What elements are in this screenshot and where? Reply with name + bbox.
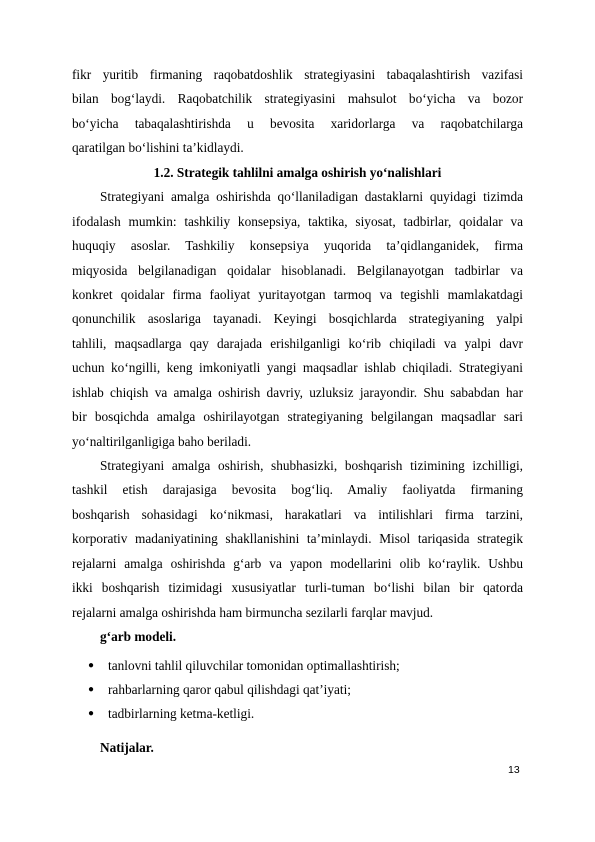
subheading: g‘arb modeli.	[100, 629, 177, 645]
bullet-icon: ●	[88, 707, 95, 719]
list-item-text: tadbirlarning ketma-ketligi.	[108, 705, 255, 721]
results-heading: Natijalar.	[100, 739, 154, 755]
bullet-list	[72, 654, 523, 726]
text-line: bilan bog‘laydi. Raqobatchilik strategiyasini mahsulot bo‘yicha va bozor	[72, 91, 523, 107]
text-line: ifodalash mumkin: tashkiliy konsepsiya, taktika, siyosat, tadbirlar, qoidalar va	[72, 213, 523, 229]
paragraph-3	[72, 454, 523, 625]
text-line: uchun ko‘ngilli, keng imkoniyatli yangi maqsadlar ishlab chiqiladi. Strategiyani	[72, 360, 523, 376]
paragraph-2	[72, 185, 523, 454]
paragraph-1	[72, 63, 523, 161]
text-line: Strategiyani amalga oshirish, shubhasizki, boshqarish tizimining izchilligi,	[100, 458, 523, 473]
list-item	[72, 654, 523, 678]
list-item	[72, 702, 523, 726]
section-title: 1.2. Strategik tahlilni amalga oshirish yo‘nalishlari	[153, 164, 442, 180]
text-line: rejalarni amalga oshirishda ham birmuncha sezilarli farqlar mavjud.	[72, 604, 434, 620]
text-line: boshqarish sohasidagi ko‘nikmasi, harakatlari va intilishlari firma tarzini,	[72, 506, 523, 522]
text-line: qonunchilik asoslariga tayanadi. Keyingi bosqichlarda strategiyaning yalpi	[72, 311, 523, 327]
list-item-text: tanlovni tahlil qiluvchilar tomonidan optimallashtirish;	[108, 657, 400, 673]
text-line: ikki boshqarish tizimidagi xususiyatlar turli-tuman bo‘lishi bilan bir qatorda	[72, 580, 523, 596]
text-line: ishlab chiqish va amalga oshirish davriy, uzluksiz jarayondir. Shu sababdan har	[72, 384, 523, 400]
text-line: miqyosida belgilanadigan qoidalar hisoblanadi. Belgilanayotgan tadbirlar va	[72, 262, 523, 278]
list-item	[72, 678, 523, 702]
bullet-icon: ●	[88, 683, 95, 695]
document-body	[72, 63, 523, 760]
text-line: korporativ madaniyatining shakllanishini ta’minlaydi. Misol tariqasida strategik	[72, 531, 523, 547]
text-line: tashkil etish darajasiga bevosita bog‘liq. Amaliy faoliyatda firmaning	[72, 482, 523, 498]
text-line: bo‘yicha tabaqalashtirishda u bevosita xaridorlarga va raqobatchilarga	[72, 115, 523, 131]
text-line: yo‘naltirilganligiga baho beriladi.	[72, 433, 252, 449]
text-line: fikr yuritib firmaning raqobatdoshlik strategiyasini tabaqalashtirish vazifasi	[72, 67, 523, 82]
list-item-text: rahbarlarning qaror qabul qilishdagi qat’iyati;	[108, 681, 351, 697]
text-line: qaratilgan bo‘lishini ta’kidlaydi.	[72, 140, 244, 156]
text-line: bir bosqichda amalga oshirilayotgan strategiyaning belgilangan maqsadlar sari	[72, 409, 523, 425]
text-line: tahlili, maqsadlarga qay darajada erishilganligi ko‘rib chiqiladi va yalpi davr	[72, 335, 523, 351]
text-line: huquqiy asoslar. Tashkiliy konsepsiya yuqorida ta’qidlanganidek, firma	[72, 238, 523, 254]
text-line: rejalarni amalga oshirishda g‘arb va yapon modellarini olib ko‘raylik. Ushbu	[72, 555, 523, 571]
page-number: 13	[508, 764, 520, 776]
text-line: konkret qoidalar firma faoliyat yuritayotgan tarmoq va tegishli mamlakatdagi	[72, 286, 523, 302]
text-line: Strategiyani amalga oshirishda qo‘llaniladigan dastaklarni quyidagi tizimda	[100, 189, 523, 205]
bullet-icon: ●	[88, 659, 95, 671]
